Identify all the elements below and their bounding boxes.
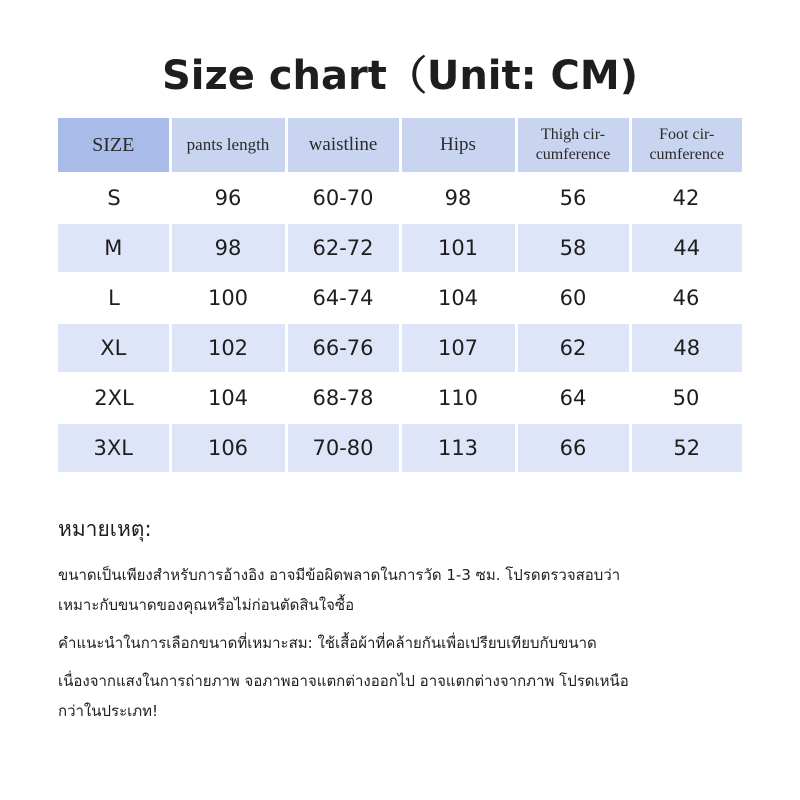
header-waistline: waistline xyxy=(286,118,400,173)
note-line: กว่าในประเภท! xyxy=(58,702,159,720)
cell-hips: 104 xyxy=(400,273,516,323)
note-measurement-error xyxy=(58,560,758,620)
header-thigh-circumference: Thigh cir- cumference xyxy=(516,118,630,173)
cell-size: M xyxy=(58,223,170,273)
cell-hips: 98 xyxy=(400,173,516,223)
cell-size: XL xyxy=(58,323,170,373)
cell-size: 3XL xyxy=(58,423,170,473)
cell-pants-length: 96 xyxy=(170,173,286,223)
cell-hips: 110 xyxy=(400,373,516,423)
table-header-row xyxy=(58,118,742,173)
page-title: Size chart（Unit: CM) xyxy=(161,53,639,99)
cell-foot: 46 xyxy=(630,273,742,323)
cell-thigh: 62 xyxy=(516,323,630,373)
cell-pants-length: 106 xyxy=(170,423,286,473)
notes-section xyxy=(58,516,758,734)
table-row xyxy=(58,323,742,373)
cell-waistline: 60-70 xyxy=(286,173,400,223)
cell-thigh: 56 xyxy=(516,173,630,223)
cell-foot: 52 xyxy=(630,423,742,473)
cell-waistline: 68-78 xyxy=(286,373,400,423)
header-hips: Hips xyxy=(400,118,516,173)
cell-thigh: 58 xyxy=(516,223,630,273)
cell-foot: 48 xyxy=(630,323,742,373)
cell-size: 2XL xyxy=(58,373,170,423)
header-pants-length: pants length xyxy=(170,118,286,173)
size-chart-table xyxy=(58,118,742,474)
cell-waistline: 66-76 xyxy=(286,323,400,373)
cell-waistline: 70-80 xyxy=(286,423,400,473)
table-row xyxy=(58,373,742,423)
cell-foot: 44 xyxy=(630,223,742,273)
note-line: เหมาะกับขนาดของคุณหรือไม่ก่อนตัดสินใจซื้อ xyxy=(58,596,355,614)
note-line: เนื่องจากแสงในการถ่ายภาพ จอภาพอาจแตกต่างออกไป อาจแตกต่างจากภาพ โปรดเหนือ xyxy=(58,672,629,690)
cell-hips: 113 xyxy=(400,423,516,473)
note-line: คำแนะนำในการเลือกขนาดที่เหมาะสม: ใช้เสื้อผ้าที่คล้ายกันเพื่อเปรียบเทียบกับขนาด xyxy=(58,634,597,652)
cell-hips: 107 xyxy=(400,323,516,373)
cell-pants-length: 104 xyxy=(170,373,286,423)
cell-pants-length: 100 xyxy=(170,273,286,323)
table-row xyxy=(58,423,742,473)
cell-pants-length: 102 xyxy=(170,323,286,373)
cell-thigh: 64 xyxy=(516,373,630,423)
notes-heading: หมายเหตุ: xyxy=(58,517,152,541)
cell-thigh: 66 xyxy=(516,423,630,473)
cell-pants-length: 98 xyxy=(170,223,286,273)
cell-waistline: 64-74 xyxy=(286,273,400,323)
cell-size: L xyxy=(58,273,170,323)
cell-waistline: 62-72 xyxy=(286,223,400,273)
table-row xyxy=(58,173,742,223)
note-color-difference xyxy=(58,666,758,726)
cell-thigh: 60 xyxy=(516,273,630,323)
cell-size: S xyxy=(58,173,170,223)
table-row xyxy=(58,273,742,323)
header-size: SIZE xyxy=(58,118,170,173)
header-foot-circumference: Foot cir- cumference xyxy=(630,118,742,173)
cell-foot: 42 xyxy=(630,173,742,223)
cell-foot: 50 xyxy=(630,373,742,423)
note-line: ขนาดเป็นเพียงสำหรับการอ้างอิง อาจมีข้อผิดพลาดในการวัด 1-3 ซม. โปรดตรวจสอบว่า xyxy=(58,566,621,584)
table-row xyxy=(58,223,742,273)
note-size-advice xyxy=(58,628,758,658)
cell-hips: 101 xyxy=(400,223,516,273)
